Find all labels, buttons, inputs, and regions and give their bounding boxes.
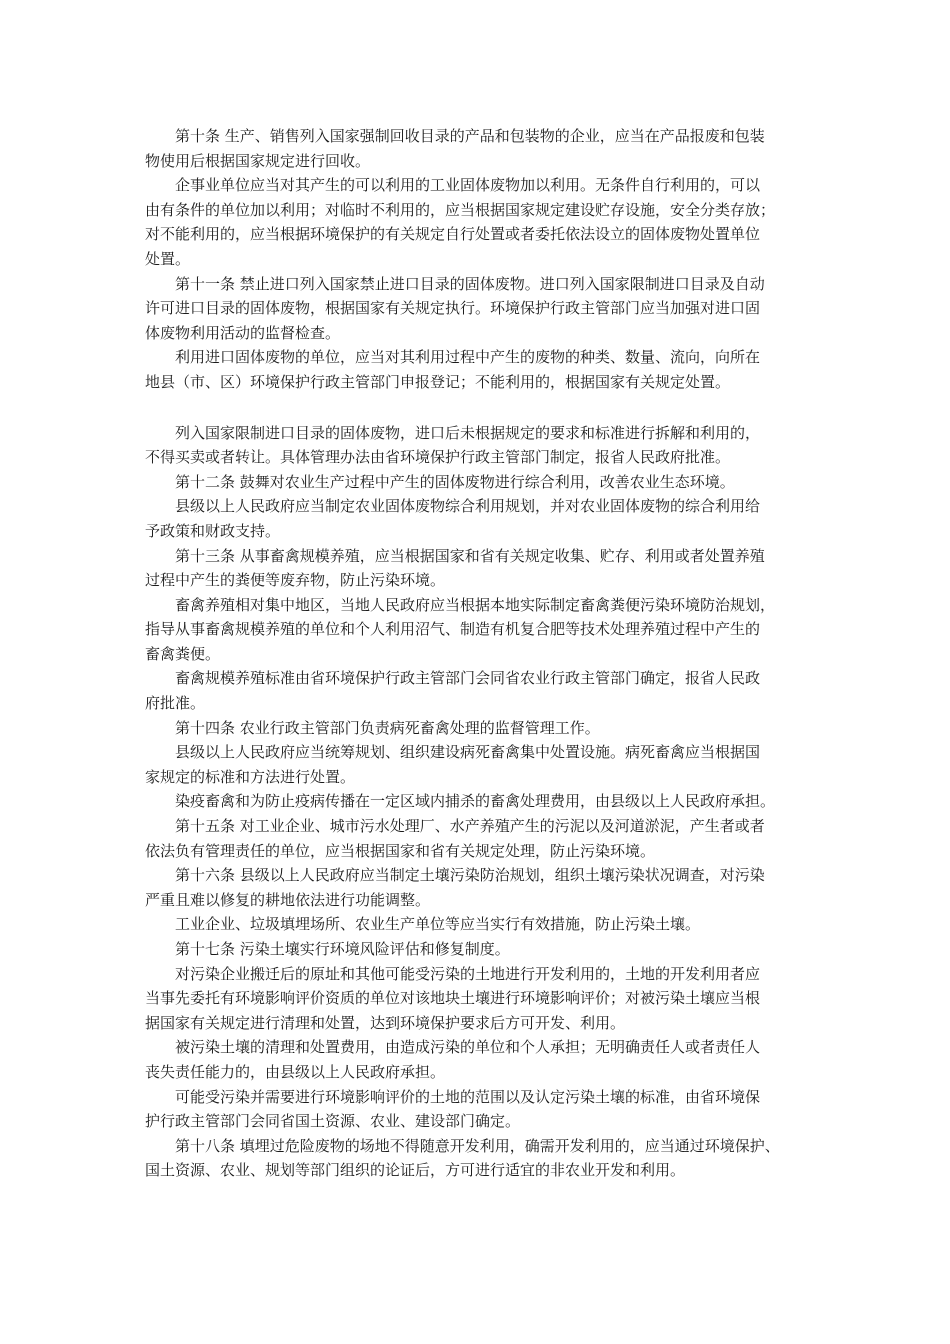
article-17-scope-paragraph: 可能受污染并需要进行环境影响评价的土地的范围以及认定污染土壤的标准，由省环境保 护行政主管部门会同省国土资源、农业、建设部门确定。 bbox=[145, 1087, 761, 1131]
article-17-development-paragraph: 对污染企业搬迁后的原址和其他可能受污染的土地进行开发利用的，土地的开发利用者应 当事先委托有环境影响评价资质的单位对该地块土壤进行环境影响评价；对被污染土壤应当根 据国家有关规定进行清理和处置，达到环境保护要求后方可开发、利用。 bbox=[145, 964, 761, 1032]
document-page bbox=[145, 124, 825, 1183]
article-14-cost-paragraph: 染疫畜禽和为防止疫病传播在一定区域内捕杀的畜禽处理费用，由县级以上人民政府承担。 bbox=[175, 792, 776, 811]
article-16-paragraph: 第十六条 县级以上人民政府应当制定土壤污染防治规划，组织土壤污染状况调查，对污染 严重且难以修复的耕地依法进行功能调整。 bbox=[145, 866, 765, 909]
article-13-region-paragraph: 畜禽养殖相对集中地区，当地人民政府应当根据本地实际制定畜禽粪便污染环境防治规划， 指导从事畜禽规模养殖的单位和个人利用沼气、制造有机复合肥等技术处理养殖过程中产生的 畜禽粪便。 bbox=[145, 595, 776, 663]
article-18-paragraph: 第十八条 填埋过危险废物的场地不得随意开发利用，确需开发利用的，应当通过环境保护、 国土资源、农业、规划等部门组织的论证后，方可进行适宜的非农业开发和利用。 bbox=[145, 1136, 780, 1180]
article-11-registration-paragraph: 利用进口固体废物的单位，应当对其利用过程中产生的废物的种类、数量、流向，向所在 地县（市、区）环境保护行政主管部门申报登记；不能利用的，根据国家有关规定处置。 bbox=[145, 348, 761, 391]
article-11-paragraph: 第十一条 禁止进口列入国家禁止进口目录的固体废物。进口列入国家限制进口目录及自动 许可进口目录的固体废物，根据国家有关规定执行。环境保护行政主管部门应当加强对进口固 体废物利用活动的监督检查。 bbox=[145, 274, 765, 342]
article-10-paragraph: 第十条 生产、销售列入国家强制回收目录的产品和包装物的企业，应当在产品报废和包装 物使用后根据国家规定进行回收。 bbox=[145, 127, 765, 170]
article-15-paragraph: 第十五条 对工业企业、城市污水处理厂、水产养殖产生的污泥以及河道淤泥，产生者或者 依法负有管理责任的单位，应当根据国家和省有关规定处理，防止污染环境。 bbox=[145, 817, 765, 860]
article-10-utilization-paragraph: 企事业单位应当对其产生的可以利用的工业固体废物加以利用。无条件自行利用的，可以 由有条件的单位加以利用；对临时不利用的，应当根据国家规定建设贮存设施，安全分类存放； 对不能利用的，应当根据环境保护的有关规定自行处置或者委托依法设立的固体废物处置单位 处置。 bbox=[145, 176, 776, 268]
article-12-planning-paragraph: 县级以上人民政府应当制定农业固体废物综合利用规划，并对农业固体废物的综合利用给 予政策和财政支持。 bbox=[145, 497, 761, 540]
article-11-restricted-paragraph: 列入国家限制进口目录的固体废物，进口后未根据规定的要求和标准进行拆解和利用的， 不得买卖或者转让。具体管理办法由省环境保护行政主管部门制定，报省人民政府批准。 bbox=[145, 423, 761, 467]
article-16-prevention-paragraph: 工业企业、垃圾填埋场所、农业生产单位等应当实行有效措施，防止污染土壤。 bbox=[175, 915, 701, 934]
article-13-paragraph: 第十三条 从事畜禽规模养殖，应当根据国家和省有关规定收集、贮存、利用或者处置养殖 过程中产生的粪便等废弃物，防止污染环境。 bbox=[145, 546, 765, 590]
article-13-standard-paragraph: 畜禽规模养殖标准由省环境保护行政主管部门会同省农业行政主管部门确定，报省人民政 府批准。 bbox=[145, 669, 761, 713]
article-17-cost-paragraph: 被污染土壤的清理和处置费用，由造成污染的单位和个人承担；无明确责任人或者责任人 丧失责任能力的，由县级以上人民政府承担。 bbox=[145, 1038, 761, 1081]
article-17-paragraph: 第十七条 污染土壤实行环境风险评估和修复制度。 bbox=[175, 940, 510, 958]
article-12-paragraph: 第十二条 鼓舞对农业生产过程中产生的固体废物进行综合利用，改善农业生态环境。 bbox=[175, 472, 735, 491]
article-14-facilities-paragraph: 县级以上人民政府应当统筹规划、组织建设病死畜禽集中处置设施。病死畜禽应当根据国 家规定的标准和方法进行处置。 bbox=[145, 743, 761, 786]
paragraph-gap bbox=[145, 395, 825, 421]
article-14-paragraph: 第十四条 农业行政主管部门负责病死畜禽处理的监督管理工作。 bbox=[175, 718, 600, 737]
